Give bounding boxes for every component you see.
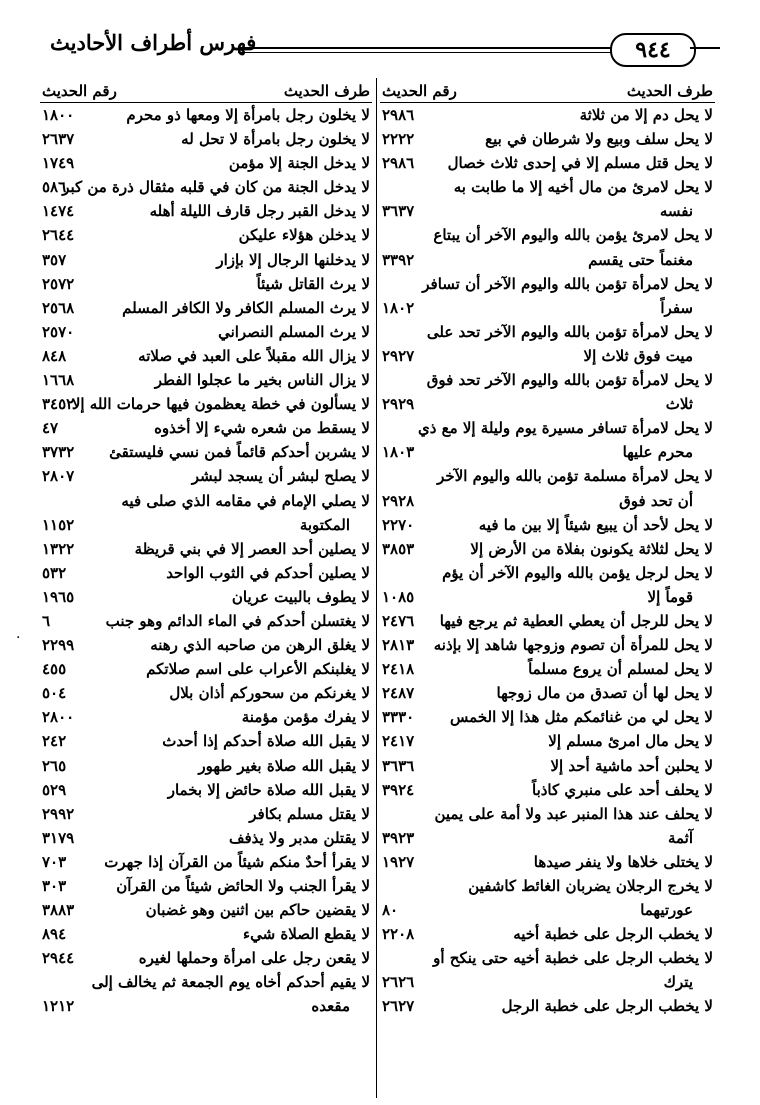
index-entry bbox=[380, 922, 715, 946]
hadith-number: ٣٣٩٢ bbox=[382, 250, 415, 269]
hadith-number: ١١٥٢ bbox=[42, 515, 75, 534]
index-entry bbox=[40, 199, 372, 223]
hadith-number: ٣٣٣٠ bbox=[382, 708, 415, 727]
hadith-phrase: لا يغرنكم من سحوركم أذان بلال bbox=[169, 684, 370, 703]
index-entry bbox=[40, 826, 372, 850]
hadith-number: ٢٩٨٦ bbox=[382, 154, 415, 173]
hadith-number: ٢٦٢٧ bbox=[382, 997, 415, 1016]
index-entry bbox=[40, 585, 372, 609]
hadith-phrase: لا يدخلنها الرجال إلا بإزار bbox=[216, 250, 370, 269]
hadith-number: ٢٩٤٤ bbox=[42, 949, 75, 968]
hadith-phrase: لا يحل لها أن تصدق من مال زوجها bbox=[496, 684, 713, 703]
hadith-phrase: لا يحل لامرئ من مال أخيه إلا ما طابت به bbox=[453, 178, 713, 197]
hadith-phrase: لا يطوف بالبيت عريان bbox=[231, 587, 370, 606]
index-entry bbox=[380, 127, 715, 151]
header-rule-end bbox=[690, 47, 720, 49]
hadith-number: ٢٨١٣ bbox=[382, 636, 415, 655]
index-entry bbox=[380, 392, 715, 416]
index-entry bbox=[380, 464, 715, 488]
hadith-phrase: لا يخلون رجل بامرأة لا تحل له bbox=[181, 130, 370, 149]
hadith-phrase: لا يصلي الإمام في مقامه الذي صلى فيه bbox=[121, 491, 370, 510]
hadith-phrase-continuation: مغنماً حتى يقسم bbox=[588, 250, 693, 269]
index-entry bbox=[380, 874, 715, 898]
hadith-phrase: لا يحلف عند هذا المنبر عبد ولا أمة على يمين bbox=[434, 804, 713, 823]
hadith-number: ١٨٠٣ bbox=[382, 443, 415, 462]
hadith-number: ٣٩٢٤ bbox=[382, 780, 415, 799]
index-entry bbox=[380, 416, 715, 440]
hadith-number: ٥٣٢ bbox=[42, 563, 67, 582]
hadith-number: ٢٥٦٨ bbox=[42, 298, 75, 317]
index-entry bbox=[40, 609, 372, 633]
hadith-phrase: لا يقتل مسلم بكافر bbox=[249, 804, 370, 823]
hadith-number: ٣١٧٩ bbox=[42, 828, 75, 847]
hadith-phrase: لا يقبل الله صلاة أحدكم إذا أحدث bbox=[162, 732, 370, 751]
hadith-number: ٢٨٠٧ bbox=[42, 467, 75, 486]
hadith-phrase: لا يقبل الله صلاة بغير طهور bbox=[198, 756, 370, 775]
hadith-phrase-continuation: محرم عليها bbox=[622, 443, 693, 462]
index-entry bbox=[40, 248, 372, 272]
hadith-phrase-continuation: عورتيهما bbox=[640, 901, 693, 920]
hadith-phrase: لا يحل للمرأة أن تصوم وزوجها شاهد إلا بإذنه bbox=[433, 636, 713, 655]
hadith-number: ٤٥٥ bbox=[42, 660, 67, 679]
hadith-phrase: لا يحل لأحد أن يبيع شيئاً إلا بين ما فيه bbox=[478, 515, 713, 534]
hadith-phrase: لا يقرأ الجنب ولا الحائض شيئاً من القرآن bbox=[116, 877, 370, 895]
hadith-number: ٢٥٧٢ bbox=[42, 274, 75, 293]
column-header-text: طرف الحديث bbox=[283, 82, 370, 100]
hadith-number: ٣٠٣ bbox=[42, 877, 67, 895]
index-entry bbox=[40, 272, 372, 296]
hadith-phrase-continuation: مقعده bbox=[311, 997, 350, 1016]
index-entry bbox=[380, 344, 715, 368]
hadith-phrase: لا يخطب الرجل على خطبة الرجل bbox=[501, 997, 713, 1016]
index-entry bbox=[40, 681, 372, 705]
index-entry bbox=[380, 513, 715, 537]
index-entry bbox=[40, 561, 372, 585]
hadith-phrase: لا يقرأ أحدٌ منكم شيئاً من القرآن إذا جهرت bbox=[104, 852, 370, 871]
hadith-number: ٢٤١٧ bbox=[382, 732, 415, 751]
index-entry bbox=[40, 994, 372, 1018]
hadith-number: ٢٩٢٧ bbox=[382, 346, 415, 365]
hadith-number: ٣٨٨٣ bbox=[42, 901, 75, 920]
index-entry bbox=[40, 802, 372, 826]
hadith-phrase: لا يسألون في خطة يعظمون فيها حرمات الله إلا bbox=[71, 395, 370, 414]
index-entry bbox=[40, 778, 372, 802]
index-entry bbox=[380, 103, 715, 127]
index-entry bbox=[380, 898, 715, 922]
index-entry bbox=[40, 103, 372, 127]
hadith-phrase: لا يقطع الصلاة شيء bbox=[243, 925, 370, 944]
index-entry bbox=[40, 729, 372, 753]
hadith-number: ٢٥٧٠ bbox=[42, 322, 75, 341]
hadith-number: ١٨٠٢ bbox=[382, 298, 415, 317]
index-entry bbox=[380, 946, 715, 970]
hadith-phrase: لا يحل لثلاثة يكونون بفلاة من الأرض إلا bbox=[470, 539, 713, 558]
hadith-number: ٢٤٨٧ bbox=[382, 684, 415, 703]
index-entry bbox=[40, 633, 372, 657]
index-entry bbox=[380, 585, 715, 609]
index-entry bbox=[380, 537, 715, 561]
hadith-phrase: لا يحل لامرأة تؤمن بالله واليوم الآخر تحد فوق bbox=[426, 371, 713, 390]
column-header bbox=[380, 78, 715, 103]
hadith-number: ١٢١٢ bbox=[42, 997, 75, 1016]
hadith-number: ٣٧٣٢ bbox=[42, 443, 75, 462]
hadith-number: ٢٢٩٩ bbox=[42, 636, 75, 655]
hadith-phrase: لا يختلى خلاها ولا ينفر صيدها bbox=[533, 852, 713, 871]
hadith-phrase-continuation: المكتوبة bbox=[299, 515, 350, 534]
hadith-number: ٢٩٢٩ bbox=[382, 395, 415, 414]
index-entry bbox=[40, 513, 372, 537]
index-entry bbox=[40, 898, 372, 922]
hadith-phrase-continuation: سفراً bbox=[660, 298, 693, 317]
hadith-phrase: لا يغلبنكم الأعراب على اسم صلاتكم bbox=[146, 660, 370, 679]
hadith-number: ١٩٦٥ bbox=[42, 587, 75, 606]
index-column-right bbox=[380, 78, 715, 1019]
index-entry bbox=[380, 368, 715, 392]
hadith-phrase: لا يفرك مؤمن مؤمنة bbox=[241, 708, 370, 727]
page-header bbox=[0, 0, 760, 80]
index-entry bbox=[40, 392, 372, 416]
hadith-number: ١٩٢٧ bbox=[382, 852, 415, 871]
hadith-phrase: لا يقضين حاكم بين اثنين وهو غضبان bbox=[145, 901, 370, 920]
index-entry bbox=[380, 609, 715, 633]
hadith-phrase: لا يحل لامرأة تسافر مسيرة يوم وليلة إلا مع ذي bbox=[417, 419, 713, 438]
index-entry bbox=[380, 778, 715, 802]
page-number: ٩٤٤ bbox=[610, 33, 696, 67]
hadith-phrase: لا يشربن أحدكم قائماً فمن نسي فليستقئ bbox=[109, 443, 370, 462]
index-entry bbox=[380, 440, 715, 464]
hadith-number: ٢٩٩٢ bbox=[42, 804, 75, 823]
column-header-number: رقم الحديث bbox=[382, 82, 457, 100]
hadith-number: ٨٠ bbox=[382, 901, 399, 920]
hadith-phrase: لا يحلبن أحد ماشية أحد إلا bbox=[550, 756, 713, 775]
hadith-number: ٧٠٣ bbox=[42, 852, 67, 871]
index-entry bbox=[40, 657, 372, 681]
index-entry bbox=[380, 223, 715, 247]
hadith-number: ٢٢٧٠ bbox=[382, 515, 415, 534]
hadith-number: ٢٢٠٨ bbox=[382, 925, 415, 944]
hadith-phrase: لا يحل قتل مسلم إلا في إحدى ثلاث خصال bbox=[447, 154, 713, 173]
index-entry bbox=[40, 127, 372, 151]
margin-mark: · bbox=[16, 630, 21, 646]
hadith-number: ٣٩٢٣ bbox=[382, 828, 415, 847]
index-entry bbox=[40, 440, 372, 464]
hadith-phrase: لا يرث القاتل شيئاً bbox=[256, 274, 370, 293]
hadith-phrase: لا يدخلن هؤلاء عليكن bbox=[238, 226, 370, 245]
index-entry bbox=[40, 705, 372, 729]
hadith-number: ١٠٨٥ bbox=[382, 587, 415, 606]
index-entry bbox=[380, 850, 715, 874]
hadith-phrase: لا يزال الله مقبلاً على العبد في صلاته bbox=[138, 346, 370, 365]
hadith-number: ٨٩٤ bbox=[42, 925, 67, 944]
hadith-phrase: لا يرث المسلم الكافر ولا الكافر المسلم bbox=[122, 298, 370, 317]
hadith-number: ٥٠٤ bbox=[42, 684, 67, 703]
hadith-number: ٢٤١٨ bbox=[382, 660, 415, 679]
hadith-phrase: لا يصلح لبشر أن يسجد لبشر bbox=[191, 467, 370, 486]
hadith-number: ١٣٢٢ bbox=[42, 539, 75, 558]
hadith-phrase-continuation: آثمة bbox=[667, 828, 693, 847]
index-entry bbox=[40, 464, 372, 488]
index-entry bbox=[40, 489, 372, 513]
hadith-number: ٢٦٢٦ bbox=[382, 973, 415, 992]
hadith-number: ٢٩٢٨ bbox=[382, 491, 415, 510]
index-column-left bbox=[40, 78, 372, 1019]
hadith-number: ٤٧ bbox=[42, 419, 59, 438]
index-entry bbox=[380, 489, 715, 513]
hadith-phrase: لا يحل سلف وبيع ولا شرطان في بيع bbox=[485, 130, 713, 149]
index-entry bbox=[40, 320, 372, 344]
index-entry bbox=[380, 826, 715, 850]
index-entry bbox=[380, 681, 715, 705]
column-header-text: طرف الحديث bbox=[626, 82, 713, 100]
hadith-phrase: لا يخطب الرجل على خطبة أخيه حتى ينكح أو bbox=[433, 949, 713, 968]
column-divider bbox=[376, 78, 377, 1098]
hadith-number: ٣٥٧ bbox=[42, 250, 67, 269]
index-entry bbox=[380, 802, 715, 826]
hadith-phrase: لا يدخل الجنة من كان في قلبه مثقال ذرة من كبر bbox=[62, 178, 370, 197]
index-entry bbox=[40, 946, 372, 970]
hadith-phrase-continuation: أن تحد فوق bbox=[619, 491, 693, 510]
hadith-phrase: لا يحل دم إلا من ثلاثة bbox=[579, 106, 713, 124]
column-header-number: رقم الحديث bbox=[42, 82, 117, 100]
hadith-number: ٢٤٧٦ bbox=[382, 611, 415, 630]
index-entry bbox=[380, 561, 715, 585]
index-entry bbox=[380, 633, 715, 657]
index-entry bbox=[380, 320, 715, 344]
hadith-number: ٢٨٠٠ bbox=[42, 708, 75, 727]
header-rule bbox=[238, 47, 623, 53]
hadith-number: ١٨٠٠ bbox=[42, 106, 75, 124]
hadith-phrase: لا يصلين أحدكم في الثوب الواحد bbox=[166, 563, 370, 582]
hadith-phrase: لا يحل لامرأة تؤمن بالله واليوم الآخر أن تسافر bbox=[422, 274, 713, 293]
hadith-phrase: لا يحل لمسلم أن يروع مسلماً bbox=[528, 660, 713, 679]
hadith-phrase: لا يخطب الرجل على خطبة أخيه bbox=[513, 925, 713, 944]
hadith-number: ٢٦٥ bbox=[42, 756, 67, 775]
index-entry bbox=[40, 296, 372, 320]
hadith-list bbox=[380, 103, 715, 1019]
hadith-number: ٣٨٥٣ bbox=[382, 539, 415, 558]
hadith-number: ٢٦٤٤ bbox=[42, 226, 75, 245]
hadith-number: ٥٨٦ bbox=[42, 178, 67, 197]
index-entry bbox=[380, 272, 715, 296]
index-entry bbox=[40, 922, 372, 946]
hadith-number: ٢٤٢ bbox=[42, 732, 67, 751]
index-entry bbox=[380, 199, 715, 223]
hadith-number: ٢٢٢٢ bbox=[382, 130, 415, 149]
index-entry bbox=[40, 416, 372, 440]
hadith-phrase: لا يحل للرجل أن يعطي العطية ثم يرجع فيها bbox=[439, 611, 713, 630]
hadith-number: ٨٤٨ bbox=[42, 346, 67, 365]
hadith-phrase: لا يخرج الرجلان يضربان الغائط كاشفين bbox=[468, 877, 713, 895]
hadith-number: ١٧٤٩ bbox=[42, 154, 75, 173]
hadith-phrase: لا يقتلن مدبر ولا يذفف bbox=[228, 828, 370, 847]
index-entry bbox=[380, 970, 715, 994]
hadith-phrase: لا يحلف أحد على منبري كاذباً bbox=[532, 780, 713, 799]
hadith-phrase: لا يرث المسلم النصراني bbox=[218, 322, 370, 341]
hadith-phrase: لا يسقط من شعره شيء إلا أخذوه bbox=[154, 419, 370, 438]
index-entry bbox=[40, 850, 372, 874]
hadith-phrase-continuation: ميت فوق ثلاث إلا bbox=[583, 346, 693, 365]
hadith-number: ٦ bbox=[42, 611, 51, 630]
hadith-phrase-continuation: ثلاث bbox=[665, 395, 693, 414]
index-entry bbox=[40, 754, 372, 778]
hadith-phrase: لا يقعن رجل على امرأة وحملها لغيره bbox=[138, 949, 370, 968]
index-entry bbox=[40, 874, 372, 898]
hadith-phrase: لا يغلق الرهن من صاحبه الذي رهنه bbox=[150, 636, 370, 655]
hadith-phrase: لا يحل مال امرئ مسلم إلا bbox=[548, 732, 713, 751]
hadith-phrase: لا يدخل الجنة إلا مؤمن bbox=[228, 154, 370, 173]
hadith-number: ١٤٧٤ bbox=[42, 202, 75, 221]
index-entry bbox=[40, 175, 372, 199]
hadith-phrase: لا يغتسلن أحدكم في الماء الدائم وهو جنب bbox=[105, 611, 370, 630]
hadith-list bbox=[40, 103, 372, 1019]
index-entry bbox=[380, 994, 715, 1018]
hadith-number: ٣٦٣٦ bbox=[382, 756, 415, 775]
column-header bbox=[40, 78, 372, 103]
hadith-phrase: لا يزال الناس بخير ما عجلوا الفطر bbox=[154, 371, 370, 390]
hadith-phrase: لا يدخل القبر رجل قارف الليلة أهله bbox=[149, 202, 370, 221]
hadith-phrase: لا يقبل الله صلاة حائض إلا بخمار bbox=[167, 780, 370, 799]
hadith-phrase-continuation: نفسه bbox=[659, 202, 693, 221]
hadith-number: ١٦٦٨ bbox=[42, 371, 75, 390]
book-title: فهرس أطراف الأحاديث bbox=[50, 30, 257, 55]
index-entry bbox=[40, 368, 372, 392]
index-entry bbox=[380, 729, 715, 753]
index-entry bbox=[380, 657, 715, 681]
index-entry bbox=[40, 344, 372, 368]
hadith-phrase: لا يحل لي من غنائمكم مثل هذا إلا الخمس bbox=[450, 708, 713, 727]
index-entry bbox=[380, 296, 715, 320]
hadith-number: ٢٩٨٦ bbox=[382, 106, 415, 124]
hadith-number: ٣٤٥٢ bbox=[42, 395, 75, 414]
index-entry bbox=[380, 754, 715, 778]
index-entry bbox=[380, 705, 715, 729]
index-entry bbox=[40, 223, 372, 247]
index-entry bbox=[40, 537, 372, 561]
hadith-number: ٣٦٣٧ bbox=[382, 202, 415, 221]
index-entry bbox=[380, 151, 715, 175]
index-entry bbox=[40, 151, 372, 175]
hadith-phrase: لا يحل لامرئ يؤمن بالله واليوم الآخر أن يبتاع bbox=[433, 226, 713, 245]
hadith-phrase: لا يخلون رجل بامرأة إلا ومعها ذو محرم bbox=[126, 106, 370, 124]
hadith-number: ٥٢٩ bbox=[42, 780, 67, 799]
hadith-phrase: لا يحل لرجل يؤمن بالله واليوم الآخر أن يؤم bbox=[442, 563, 713, 582]
hadith-phrase-continuation: قوماً إلا bbox=[647, 587, 693, 606]
hadith-number: ٢٦٣٧ bbox=[42, 130, 75, 149]
hadith-phrase: لا يحل لامرأة مسلمة تؤمن بالله واليوم الآخر bbox=[437, 467, 713, 486]
index-entry bbox=[40, 970, 372, 994]
index-entry bbox=[380, 175, 715, 199]
index-entry bbox=[380, 248, 715, 272]
hadith-phrase: لا يصلين أحد العصر إلا في بني قريظة bbox=[134, 539, 370, 558]
hadith-phrase: لا يحل لامرأة تؤمن بالله واليوم الآخر تحد على bbox=[426, 322, 713, 341]
hadith-phrase: لا يقيم أحدكم أخاه يوم الجمعة ثم يخالف إلى bbox=[91, 973, 370, 992]
hadith-phrase-continuation: يترك bbox=[663, 973, 693, 992]
